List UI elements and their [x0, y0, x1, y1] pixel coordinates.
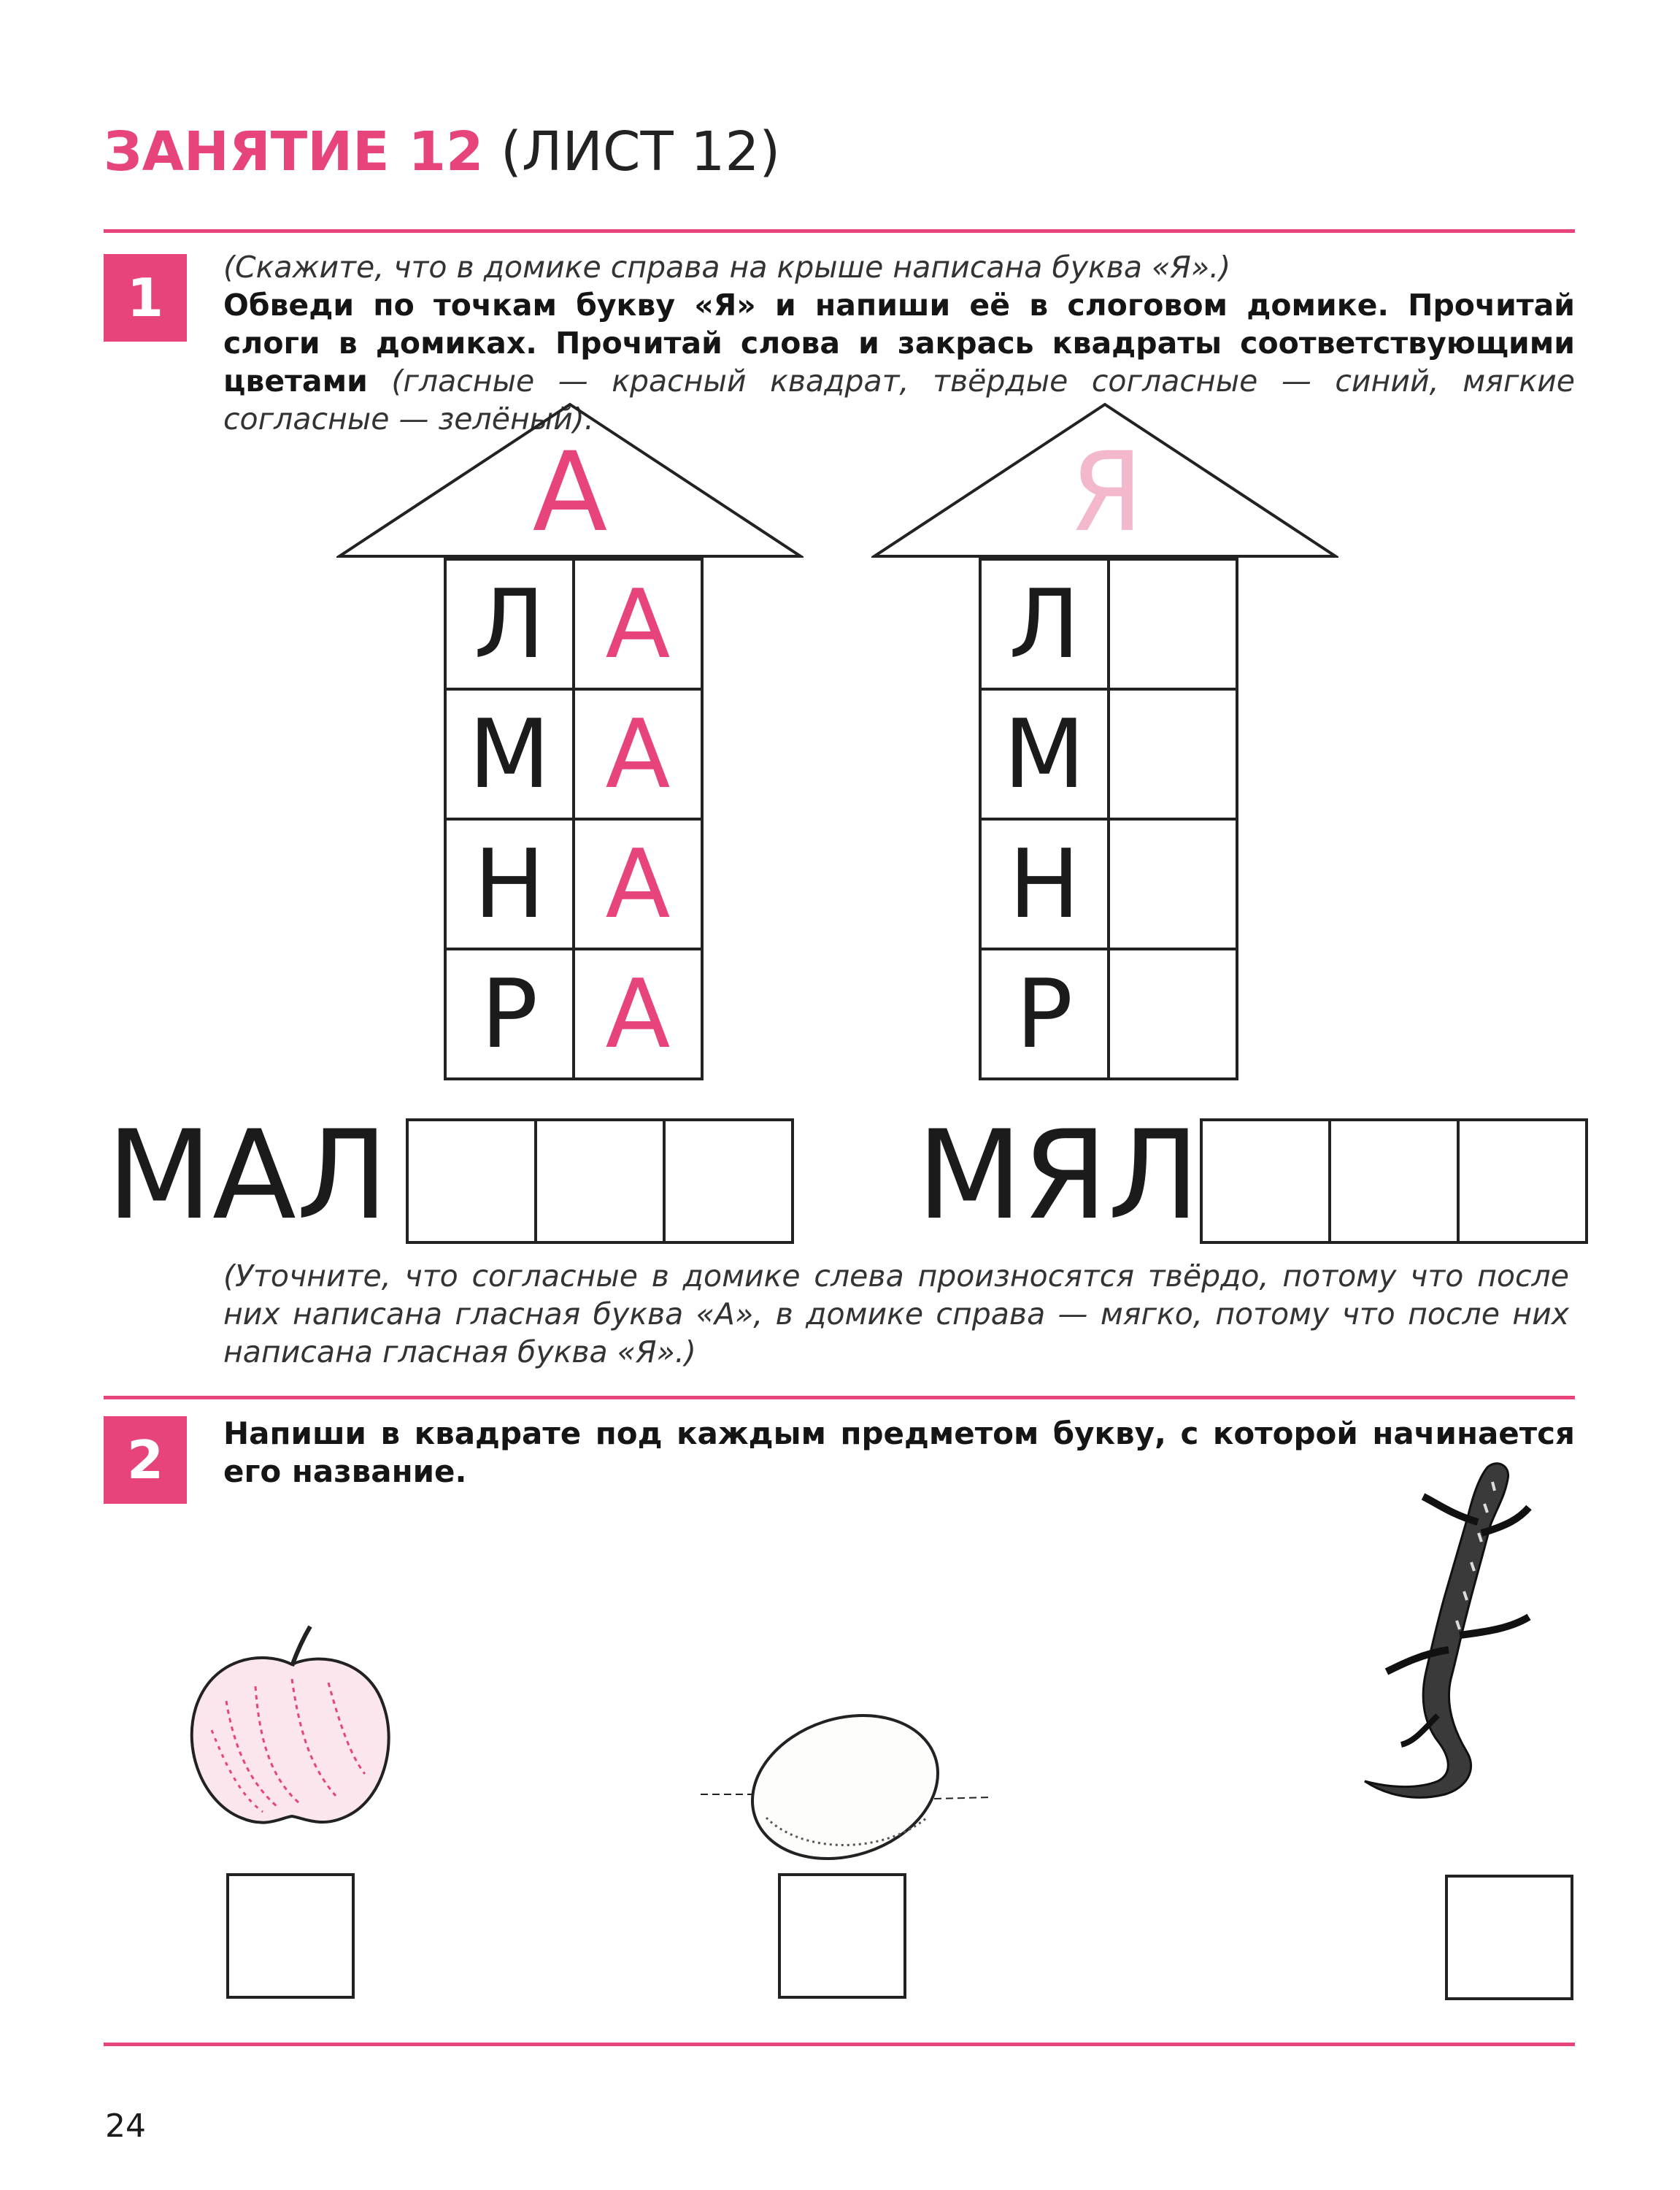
lesson-title-sheet: (ЛИСТ 12)	[501, 120, 781, 183]
vowel-cell: А	[575, 821, 704, 950]
empty-vowel-cell[interactable]	[1110, 691, 1238, 821]
page-number: 24	[105, 2108, 146, 2145]
syllable-grid-left	[444, 558, 704, 1080]
consonant-cell: Л	[447, 561, 575, 691]
roof-letter-left: А	[532, 429, 608, 556]
divider-middle	[104, 1396, 1575, 1399]
roof-letter-right-dotted[interactable]: Я	[1071, 429, 1138, 556]
syllable-row	[447, 691, 704, 821]
empty-vowel-cell[interactable]	[1110, 950, 1238, 1080]
word-myal: МЯЛ	[917, 1104, 1201, 1247]
empty-vowel-cell[interactable]	[1110, 561, 1238, 691]
consonant-cell: Р	[447, 950, 575, 1080]
answer-box-lizard[interactable]	[1445, 1875, 1573, 2000]
divider-top	[104, 229, 1575, 233]
divider-bottom	[104, 2043, 1575, 2046]
vowel-cell: А	[575, 691, 704, 821]
lesson-title-main: ЗАНЯТИЕ 12	[104, 120, 484, 183]
consonant-cell: Л	[982, 561, 1110, 691]
syllable-row	[982, 950, 1238, 1080]
syllable-row	[447, 950, 704, 1080]
vowel-cell: А	[575, 561, 704, 691]
consonant-cell: М	[982, 691, 1110, 821]
task-1-instruction-bold: Обведи по точкам букву «Я» и напиши её в слоговом домике. Прочитай слоги в домиках. Прочитай слова и закрась квадраты соответствующими цветами	[223, 288, 1575, 399]
syllable-row	[982, 691, 1238, 821]
syllable-house-left	[336, 402, 804, 1069]
answer-box-egg[interactable]	[778, 1873, 906, 1999]
vowel-cell: А	[575, 950, 704, 1080]
task-1-instruction-hint: (гласные — красный квадрат, твёрдые согласные — синий, мягкие согласные — зелёный).	[223, 364, 1575, 437]
task-1-hint: (Скажите, что в домике справа на крыше написана буква «Я».)	[223, 250, 1231, 285]
syllable-row	[447, 821, 704, 950]
lesson-title	[104, 115, 780, 188]
consonant-cell: Р	[982, 950, 1110, 1080]
color-square[interactable]	[409, 1121, 537, 1244]
color-square[interactable]	[1460, 1121, 1588, 1244]
color-square[interactable]	[1203, 1121, 1331, 1244]
consonant-cell: Н	[447, 821, 575, 950]
syllable-row	[982, 821, 1238, 950]
empty-vowel-cell[interactable]	[1110, 821, 1238, 950]
syllable-row	[447, 561, 704, 691]
color-square[interactable]	[1331, 1121, 1460, 1244]
task-2-instruction: Напиши в квадрате под каждым предметом букву, с которой начинается его название.	[223, 1415, 1575, 1489]
apple-illustration	[182, 1621, 401, 1840]
egg-illustration	[693, 1708, 1000, 1862]
consonant-cell: Н	[982, 821, 1110, 950]
lizard-illustration	[1328, 1453, 1569, 1840]
task-2-number: 2	[104, 1416, 187, 1504]
consonant-cell: М	[447, 691, 575, 821]
answer-box-apple[interactable]	[226, 1873, 355, 1999]
syllable-row	[982, 561, 1238, 691]
color-square[interactable]	[537, 1121, 666, 1244]
task-1-number: 1	[104, 254, 187, 342]
color-boxes-mal	[406, 1118, 794, 1244]
teacher-note: (Уточните, что согласные в домике слева произносятся твёрдо, потому что после них написана гласная буква «А», в домике справа — мягко, потому что после них написана гласная буква «Я».)	[223, 1259, 1569, 1369]
color-boxes-myal	[1200, 1118, 1588, 1244]
syllable-grid-right	[979, 558, 1238, 1080]
word-mal: МАЛ	[107, 1104, 389, 1247]
color-square[interactable]	[666, 1121, 794, 1244]
syllable-house-right	[871, 402, 1338, 1069]
